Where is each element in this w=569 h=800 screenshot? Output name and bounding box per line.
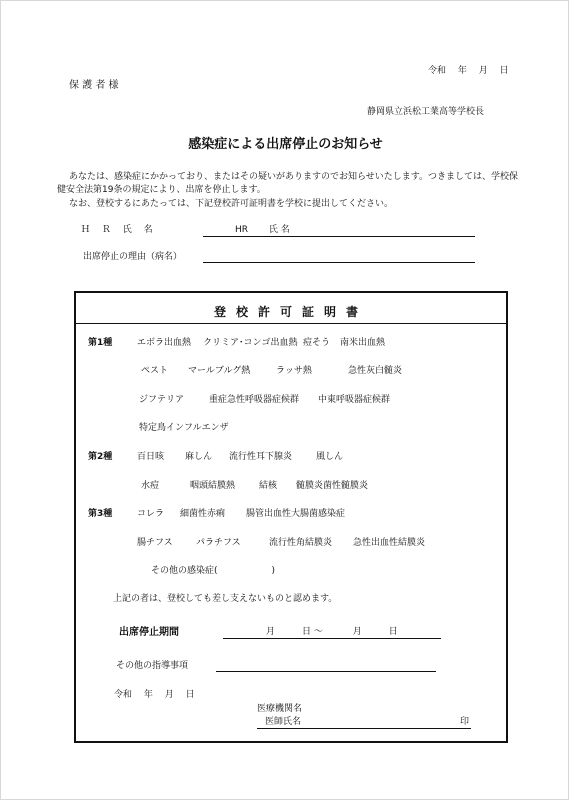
absence-reason-label: 出席停止の理由（病名） [83, 252, 183, 262]
disease-pharyngoconjunctival-fever: 咽頭結膜熱 [190, 481, 236, 491]
disease-mers: 中東呼吸器症候群 [318, 395, 391, 405]
category1-label: 第1種 [88, 338, 113, 348]
doctor-name-label: 医師氏名 [265, 717, 302, 727]
disease-smallpox: 痘そう [303, 338, 331, 348]
disease-pertussis: 百日咳 [137, 452, 165, 462]
hr-name-underline [203, 236, 475, 237]
hr-name-label: Ｈ Ｒ 氏 名 [81, 225, 153, 235]
disease-sars: 重症急性呼吸器症候群 [209, 395, 300, 405]
notice-body-line1: あなたは、感染症にかかっており、またはその疑いがありますのでお知らせいたします。つきましては、学校保 [69, 172, 519, 182]
disease-lassa: ラッサ熱 [276, 366, 312, 376]
disease-typhoid: 腸チフス [137, 538, 173, 548]
notice-title: 感染症による出席停止のお知らせ [188, 137, 383, 152]
absence-period-value: 月 日 ～ 月 日 [266, 627, 398, 637]
seal-mark: 印 [460, 717, 470, 727]
certificate-date: 令和 年 月 日 [114, 690, 195, 700]
category2-label: 第2種 [88, 452, 113, 462]
disease-ebola: エボラ出血熱 [137, 338, 192, 348]
certificate-header [76, 293, 506, 324]
absence-period-label: 出席停止期間 [119, 627, 179, 638]
approval-statement: 上記の者は、登校しても差し支えないものと認めます。 [113, 594, 338, 604]
disease-other: その他の感染症( ) [151, 566, 276, 576]
disease-paratyphoid: パラチフス [196, 538, 241, 548]
doctor-name-underline [257, 728, 471, 729]
disease-plague: ペスト [141, 366, 169, 376]
disease-measles: 麻しん [185, 452, 213, 462]
notice-body-line2: 健安全法第19条の規定により、出席を停止します。 [57, 185, 266, 195]
recipient: 保 護 者 様 [69, 80, 119, 91]
disease-ekc: 流行性角結膜炎 [269, 538, 333, 548]
issue-date: 令和 年 月 日 [428, 66, 509, 76]
disease-marburg: マールブルグ熱 [188, 366, 251, 376]
disease-south-american-hf: 南米出血熱 [340, 338, 386, 348]
disease-meningococcal-meningitis: 髄膜炎菌性髄膜炎 [296, 481, 369, 491]
category3-label: 第3種 [88, 509, 113, 519]
certificate-title: 登校許可証明書 [213, 305, 368, 319]
disease-shigellosis: 細菌性赤痢 [180, 509, 226, 519]
absence-reason-underline [203, 262, 475, 263]
disease-varicella: 水痘 [141, 481, 160, 491]
disease-rubella: 風しん [316, 452, 344, 462]
notice-body-line3: なお、登校するにあたっては、下記登校許可証明書を学校に提出してください。 [69, 199, 394, 209]
guidance-underline [216, 671, 436, 672]
disease-diphtheria: ジフテリア [139, 395, 185, 405]
disease-ahc: 急性出血性結膜炎 [353, 538, 426, 548]
hr-name-field: HR 氏 名 [235, 225, 290, 235]
disease-tuberculosis: 結核 [259, 481, 278, 491]
disease-avian-flu: 特定鳥インフルエンザ [139, 423, 229, 433]
sender: 静岡県立浜松工業高等学校長 [367, 107, 485, 117]
disease-cholera: コレラ [137, 509, 165, 519]
disease-cchf: クリミア･コンゴ出血熱 [203, 338, 298, 348]
disease-ehec: 腸管出血性大腸菌感染症 [246, 509, 346, 519]
institution-label: 医療機関名 [257, 704, 303, 714]
guidance-label: その他の指導事項 [116, 661, 189, 671]
disease-polio: 急性灰白髄炎 [348, 366, 403, 376]
absence-period-underline [223, 638, 441, 639]
disease-mumps: 流行性耳下腺炎 [229, 452, 293, 462]
